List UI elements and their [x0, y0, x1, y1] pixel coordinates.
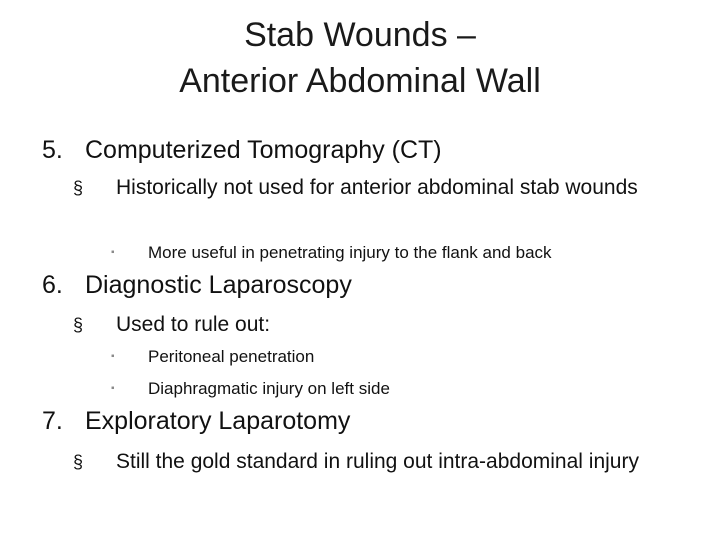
title-line-1: Stab Wounds –	[244, 16, 476, 54]
section-bullet-icon: §	[73, 315, 84, 335]
item-heading: Computerized Tomography (CT)	[85, 136, 442, 164]
slide-title	[60, 12, 660, 104]
sub-item	[73, 309, 653, 341]
section-bullet-icon: §	[73, 178, 84, 198]
item-number: 6.	[42, 271, 63, 299]
item-heading: Diagnostic Laparoscopy	[85, 271, 352, 299]
sub-item-text: Historically not used for anterior abdominal stab wounds	[116, 176, 638, 199]
sub-item	[73, 172, 653, 204]
item-number: 7.	[42, 407, 63, 435]
item-number: 5.	[42, 136, 63, 164]
sub-item-text: Still the gold standard in ruling out intra-abdominal injury	[116, 450, 639, 473]
sub-sub-item-text: Diaphragmatic injury on left side	[148, 379, 390, 398]
sub-sub-item-text: Peritoneal penetration	[148, 347, 315, 366]
sub-item	[73, 446, 673, 478]
section-bullet-icon: §	[73, 452, 84, 472]
square-bullet-icon: ▪	[111, 247, 115, 258]
item-heading: Exploratory Laparotomy	[85, 407, 351, 435]
sub-item-text: Used to rule out:	[116, 313, 271, 336]
sub-sub-item-text: More useful in penetrating injury to the flank and back	[148, 243, 552, 262]
title-line-2: Anterior Abdominal Wall	[179, 62, 541, 100]
square-bullet-icon: ▪	[111, 351, 115, 362]
square-bullet-icon: ▪	[111, 383, 115, 394]
